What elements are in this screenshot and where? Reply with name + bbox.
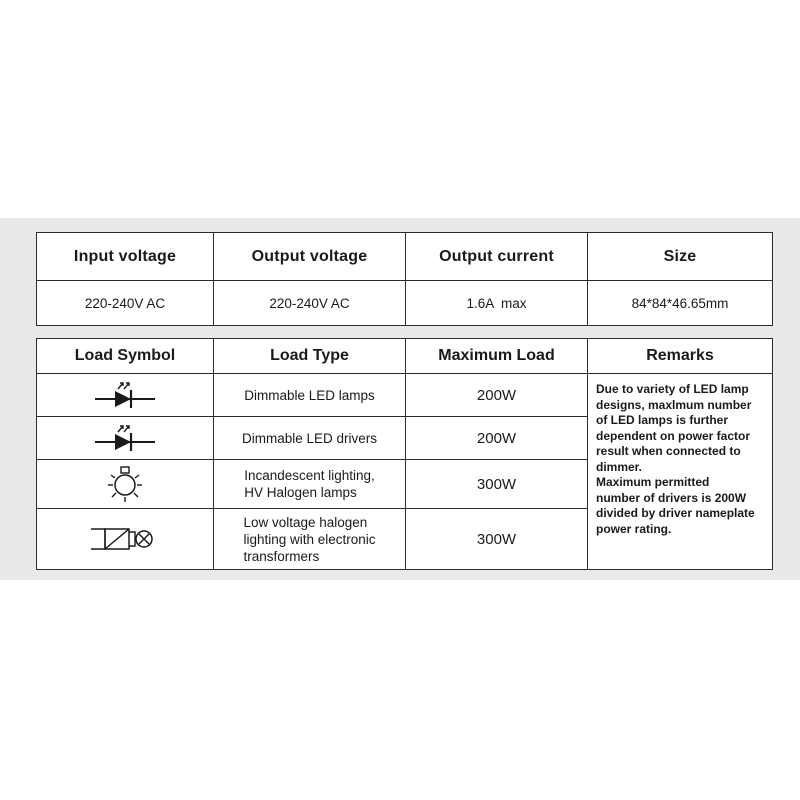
- header-output-voltage: Output voltage: [214, 233, 406, 281]
- led-diode-icon: [93, 423, 157, 453]
- spec-header-row: [37, 233, 773, 281]
- electronic-transformer-lamp-icon: [89, 523, 161, 555]
- value-input-voltage: 220-240V AC: [37, 281, 214, 326]
- max-load-cell: 200W: [406, 374, 588, 417]
- load-symbol-cell: [37, 460, 214, 509]
- header-load-symbol: Load Symbol: [37, 339, 214, 374]
- load-type-text: Incandescent lighting, HV Halogen lamps: [244, 468, 375, 500]
- table-row: [37, 374, 773, 417]
- load-symbol-cell: [37, 417, 214, 460]
- max-load-cell: 200W: [406, 417, 588, 460]
- incandescent-bulb-icon: [100, 464, 150, 504]
- max-load-cell: 300W: [406, 460, 588, 509]
- spec-value-row: [37, 281, 773, 326]
- value-output-voltage: 220-240V AC: [214, 281, 406, 326]
- max-load-cell: 300W: [406, 509, 588, 570]
- load-type-cell: Dimmable LED drivers: [214, 417, 406, 460]
- load-type-cell: [214, 509, 406, 570]
- header-maximum-load: Maximum Load: [406, 339, 588, 374]
- header-input-voltage: Input voltage: [37, 233, 214, 281]
- led-diode-icon: [93, 380, 157, 410]
- load-type-cell: [214, 460, 406, 509]
- header-load-type: Load Type: [214, 339, 406, 374]
- header-output-current: Output current: [406, 233, 588, 281]
- electrical-spec-table: [36, 232, 773, 326]
- load-header-row: [37, 339, 773, 374]
- load-symbol-cell: [37, 509, 214, 570]
- load-symbol-cell: [37, 374, 214, 417]
- load-type-cell: Dimmable LED lamps: [214, 374, 406, 417]
- load-type-table: [36, 338, 773, 570]
- header-size: Size: [588, 233, 773, 281]
- value-size: 84*84*46.65mm: [588, 281, 773, 326]
- value-output-current: 1.6A max: [406, 281, 588, 326]
- remarks-cell: Due to variety of LED lamp designs, maxlmum number of LED lamps is further dependent on power factor result when connected to dimmer. Maximum permitted number of drivers is 200W divided by driver nameplate power rating.: [588, 374, 773, 570]
- load-type-text: Low voltage halogen lighting with electronic transformers: [243, 514, 376, 564]
- header-remarks: Remarks: [588, 339, 773, 374]
